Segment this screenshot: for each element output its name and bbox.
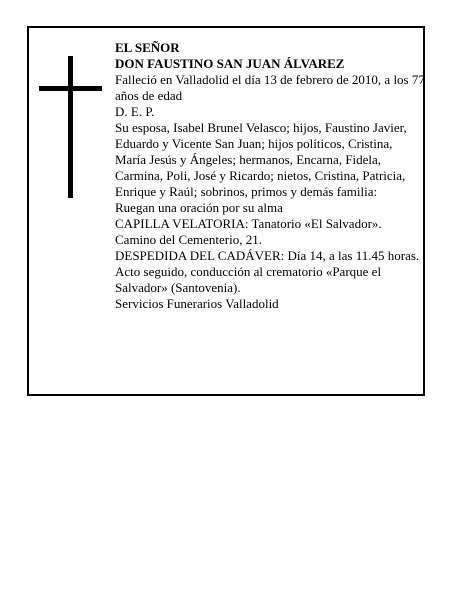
deceased-name: DON FAUSTINO SAN JUAN ÁLVAREZ [115, 56, 345, 71]
chapel-info: CAPILLA VELATORIA: Tanatorio «El Salvador». Camino del Cementerio, 21. [115, 216, 382, 247]
prayer-request: Ruegan una oración por su alma [115, 200, 283, 215]
heading-title: EL SEÑOR [115, 40, 180, 55]
family-list: Su esposa, Isabel Brunel Velasco; hijos, Faustino Javier, Eduardo y Vicente San Juan; hijos políticos, Cristina, María Jesús y Ángeles; hermanos, Encarna, Fidela, Carmina, Poli, José y Ricardo; nietos, Cristina, Patricia, Enrique y Raúl; sobrinos, primos y demás familia: [115, 120, 407, 199]
funeral-service: Servicios Funerarios Valladolid [115, 296, 279, 311]
farewell-info: DESPEDIDA DEL CADÁVER: Día 14, a las 11.45 horas. Acto seguido, conducción al crematorio «Parque el Salvador» (Santovenia). [115, 248, 420, 295]
obituary-text [115, 40, 425, 312]
obituary-notice [27, 26, 425, 396]
rip-line: D. E. P. [115, 104, 155, 119]
death-details: Falleció en Valladolid el día 13 de febrero de 2010, a los 77 años de edad [115, 72, 425, 103]
